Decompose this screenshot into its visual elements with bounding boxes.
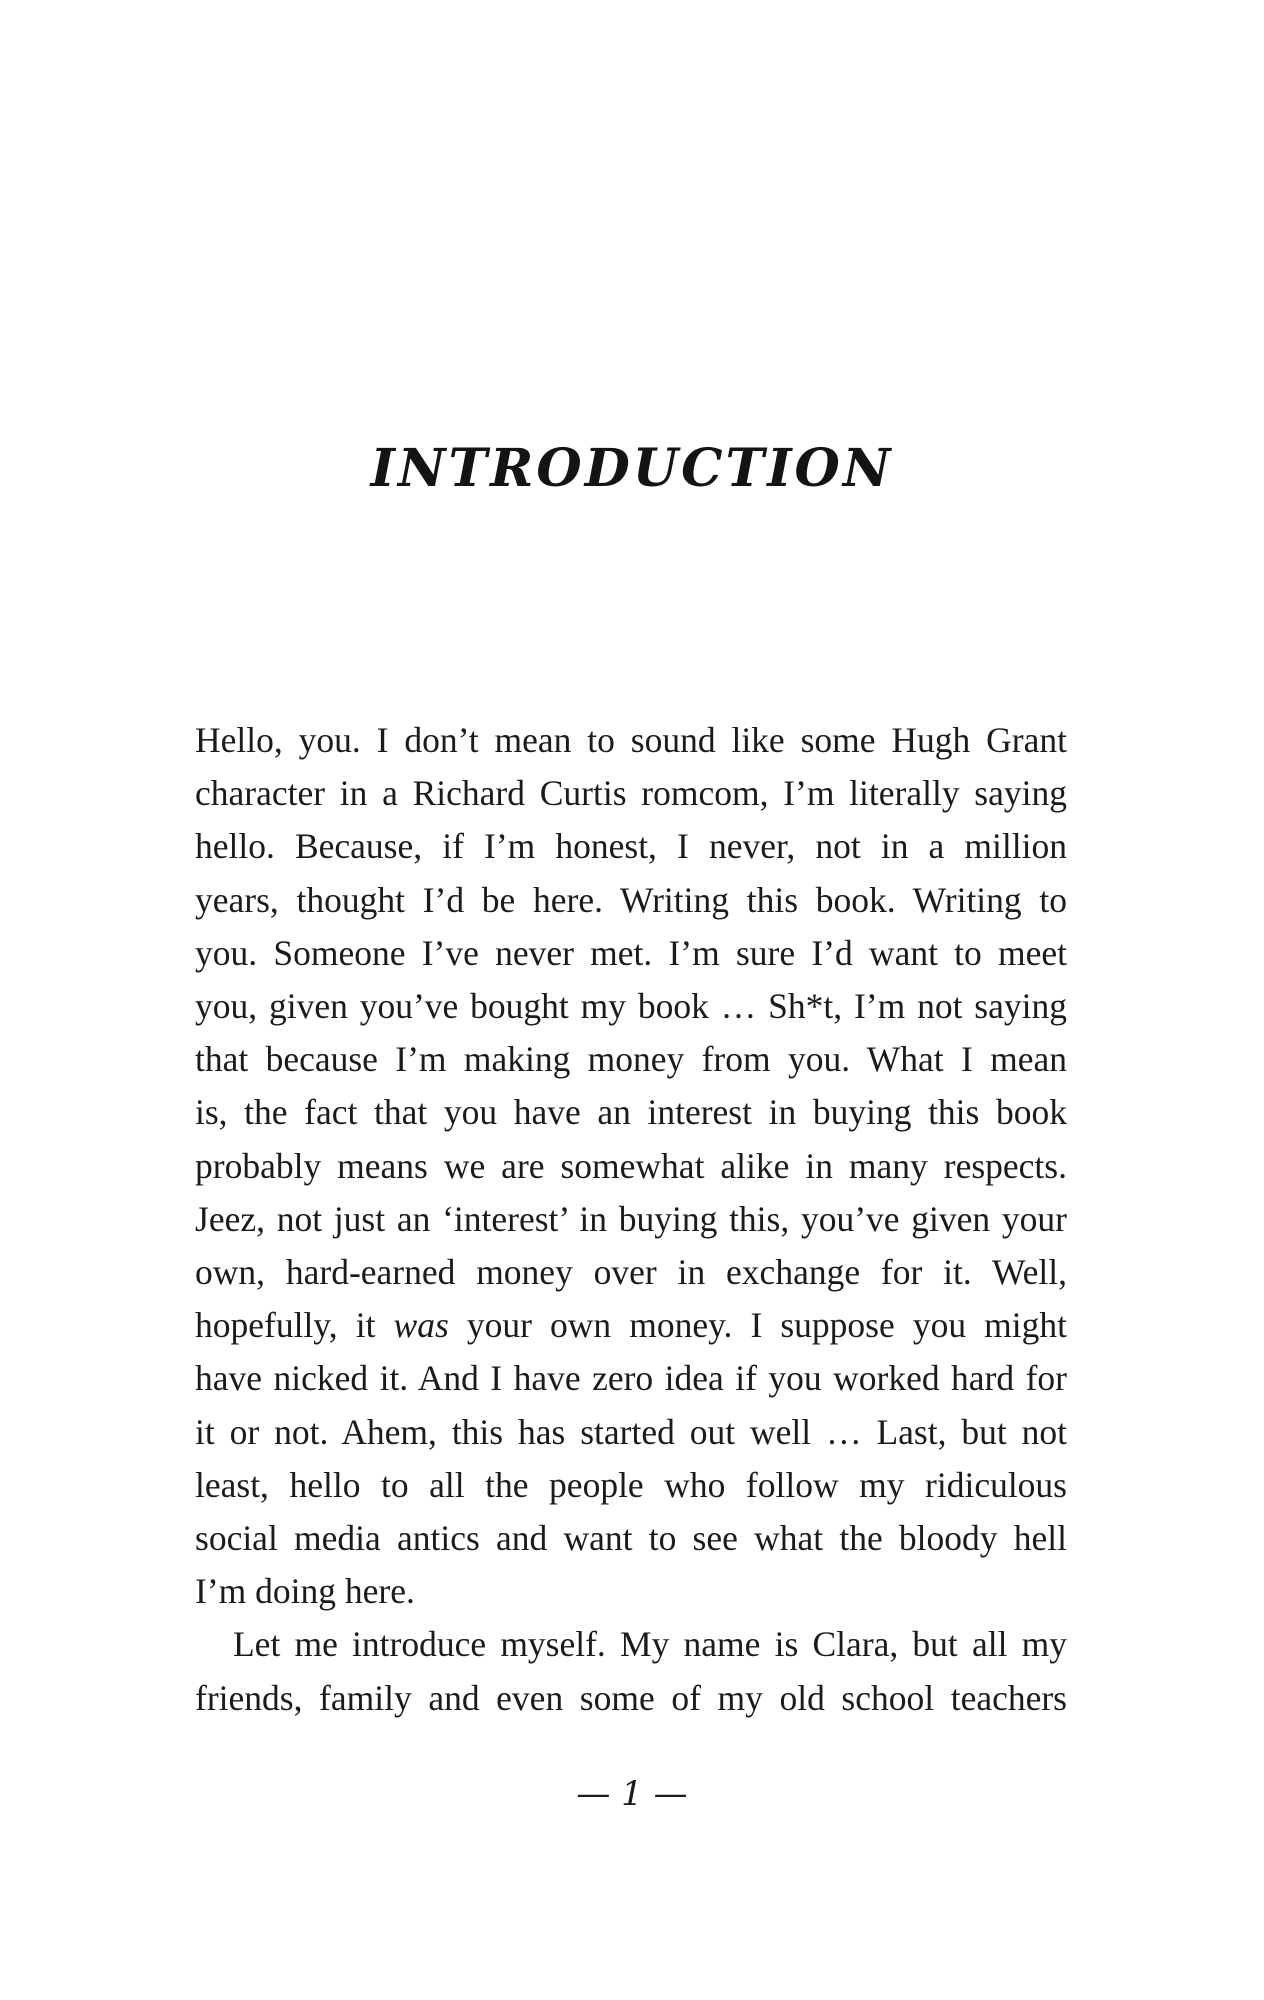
text-line: friends, family and even some of my old school teachers (195, 1677, 1067, 1718)
text-line: is, the fact that you have an interest in buying this book (195, 1092, 1067, 1133)
text-line: character in a Richard Curtis romcom, I’m literally saying (195, 773, 1067, 814)
text-line: years, thought I’d be here. Writing this book. Writing to (195, 879, 1067, 920)
text-line: you. Someone I’ve never met. I’m sure I’d want to meet (195, 932, 1067, 973)
text-line: Hello, you. I don’t mean to sound like some Hugh Grant (195, 720, 1067, 760)
text-line: Jeez, not just an ‘interest’ in buying this, you’ve given your (195, 1198, 1067, 1239)
page-number: — 1 — (576, 1774, 688, 1814)
body-text (195, 714, 1067, 1725)
text-line: I’m doing here. (195, 1571, 415, 1612)
text-line: have nicked it. And I have zero idea if you worked hard for (195, 1358, 1067, 1399)
text-line: you, given you’ve bought my book … Sh*t, I’m not saying (195, 986, 1067, 1027)
text-line: hello. Because, if I’m honest, I never, not in a million (195, 826, 1067, 867)
text-line: probably means we are somewhat alike in many respects. (195, 1145, 1067, 1186)
paragraph-1 (195, 714, 1067, 1618)
italic-emphasis: was (393, 1305, 449, 1346)
chapter-title: INTRODUCTION (370, 438, 894, 499)
text-line: own, hard-earned money over in exchange for it. Well, (195, 1252, 1067, 1293)
text-line: Let me introduce myself. My name is Clara, but all my (233, 1624, 1067, 1665)
text-line: social media antics and want to see what the bloody hell (195, 1518, 1067, 1559)
paragraph-2 (195, 1618, 1067, 1724)
text-line-with-italic: hopefully, it was your own money. I suppose you might (195, 1305, 1067, 1346)
text-line: it or not. Ahem, this has started out well … Last, but not (195, 1411, 1067, 1452)
text-line: least, hello to all the people who follow my ridiculous (195, 1464, 1067, 1505)
text-line: that because I’m making money from you. What I mean (195, 1039, 1067, 1080)
